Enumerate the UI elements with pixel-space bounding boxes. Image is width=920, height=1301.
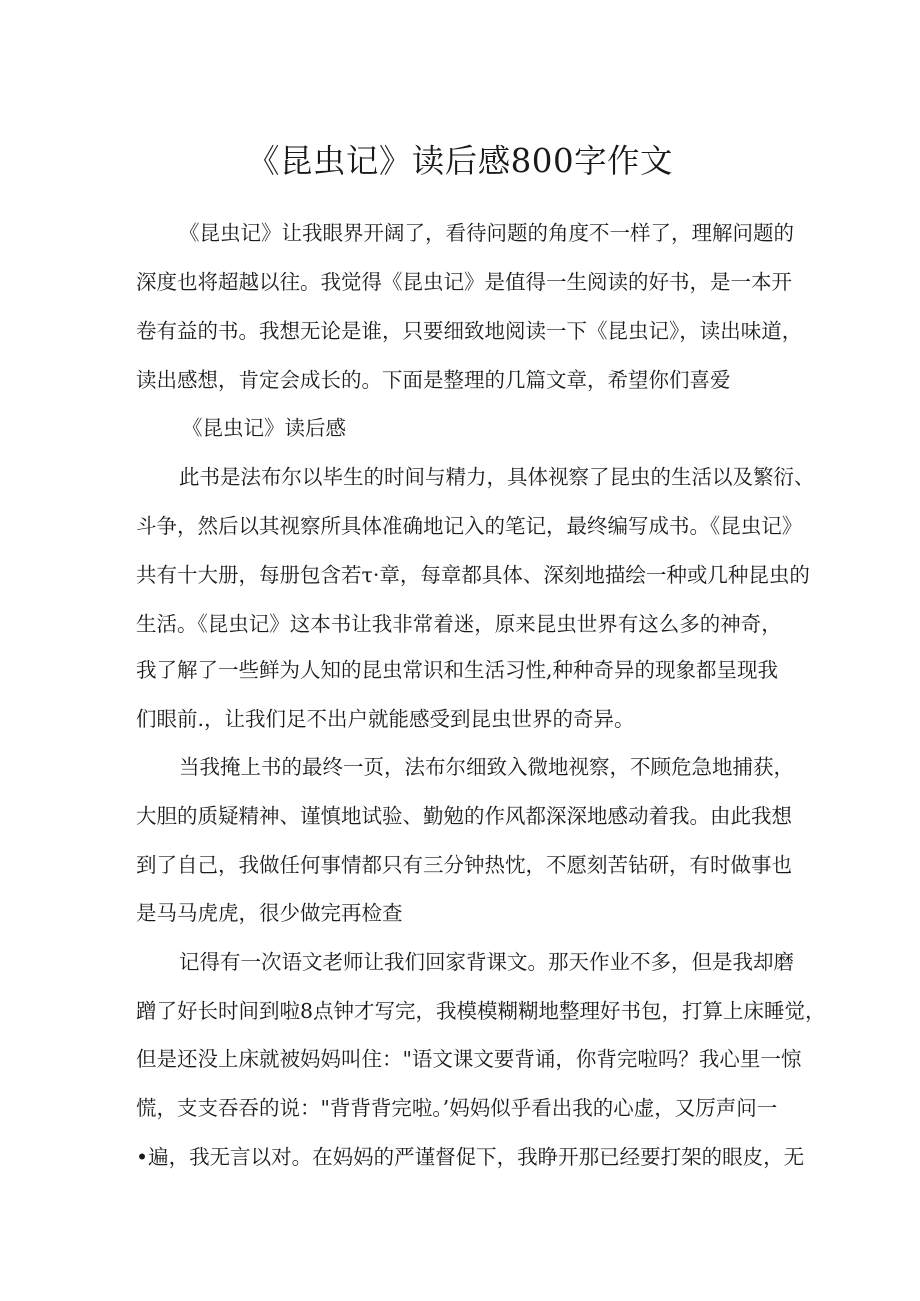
intro-line-4: 读出感想，肯定会成长的。下面是整理的几篇文章，希望你们喜爱 [136, 368, 731, 392]
para2-line-1: 当我掩上书的最终一页，法布尔细致入微地视察，不顾危急地捕获， [179, 755, 794, 779]
para2-line-3: 到了自己，我做任何事情都只有三分钟热忱，不愿刻苦钻研，有时做事也 [136, 853, 792, 877]
para3-line-3: 但是还没上床就被妈妈叫住："语文课文要背诵，你背完啦吗？我心里一惊 [136, 1047, 802, 1071]
para1-line-3: 共有十大册，每册包含若τ·章，每章都具体、深刻地描绘一种或几种昆虫的 [136, 563, 810, 587]
intro-line-1: 《昆虫记》让我眼界开阔了，看待问题的角度不一样了，理解问题的 [179, 221, 794, 245]
document-title: 《昆虫记》读后感800字作文 [247, 142, 673, 180]
para3-line-5: •遍，我无言以对。在妈妈的严谨督促下，我睁开那已经要打架的眼皮，无 [136, 1145, 805, 1169]
para1-line-2: 斗争，然后以其视察所具体准确地记入的笔记，最终编写成书。《昆虫记》 [136, 514, 803, 538]
para1-line-1: 此书是法布尔以毕生的时间与精力，具体视察了昆虫的生活以及繁衍、 [179, 465, 815, 489]
para2-line-2: 大胆的质疑精神、谨慎地试验、勤勉的作风都深深地感动着我。由此我想 [136, 804, 792, 828]
para2-line-4: 是马马虎虎，很少做完再检查 [136, 901, 403, 925]
para1-line-4: 生活。《昆虫记》这本书让我非常着迷，原来昆虫世界有这么多的神奇， [136, 612, 782, 636]
intro-line-2: 深度也将超越以往。我觉得《昆虫记》是值得一生阅读的好书，是一本开 [136, 270, 792, 294]
para3-line-1: 记得有一次语文老师让我们回家背课文。那天作业不多，但是我却磨 [179, 950, 794, 974]
para3-line-4: 慌，支支吞吞的说："背背背完啦。’妈妈似乎看出我的心虚，又厉声问一 [136, 1096, 778, 1120]
para1-line-5: 我了解了一些鲜为人知的昆虫常识和生活习性,种种奇异的现象都呈现我 [136, 658, 779, 682]
intro-line-3: 卷有益的书。我想无论是谁，只要细致地阅读一下《昆虫记》，读出味道， [136, 319, 803, 343]
para3-line-2: 蹭了好长时间到啦8点钟才写完，我模模糊糊地整理好书包，打算上床睡觉， [136, 999, 826, 1023]
para1-line-6: 们眼前.，让我们足不出户就能感受到昆虫世界的奇异。 [136, 707, 635, 731]
section-heading: 《昆虫记》读后感 [182, 416, 346, 440]
